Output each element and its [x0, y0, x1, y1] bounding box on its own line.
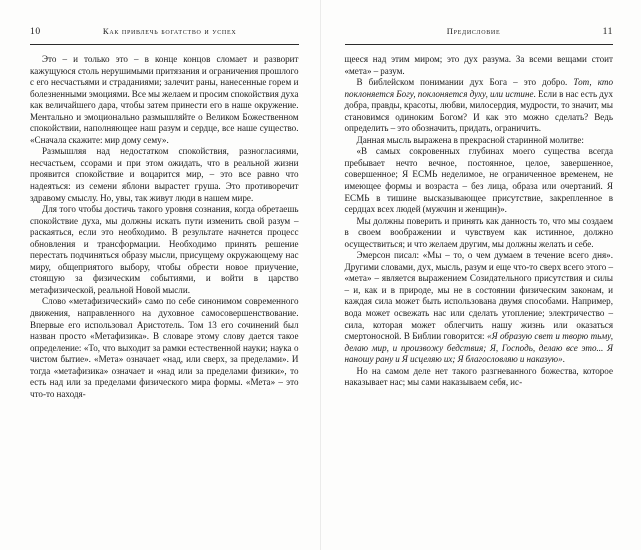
- left-folio: 10: [30, 26, 41, 37]
- left-running-title: Как привлечь богатство и успех: [102, 26, 237, 36]
- paragraph: В библейском понимании дух Бога – это добро. Тот, кто поклоняется Богу, поклоняется духу, или истине. Если в нас есть дух добра, правды, красоты, любви, милосердия, мудрости, то значит, мы становимся одиноким Богом? И как это можно сделать? Ведь определить – это обозначить, придать, ограничить.: [344, 77, 614, 134]
- paragraph: Эмерсон писал: «Мы – то, о чем думаем в течение всего дня». Другими словами, дух, мысль, разум и еще что-то сверх всего этого – «мета» – является выражением Созидательного присутствия и силы – и, как и в природе, мы не в состоянии физическим законам, и каждая сила может быть использована двумя способами. Например, вода может освежать нас или сделать утопление; электричество – сила, которая может облегчить нашу жизнь или оказаться смертоносной. В Библии говорится: «Я образую свет и творю тьму, делаю мир, и произвожу бедствия; Я, Господь, делаю все это... Я наношу рану и Я исцеляю их; Я благословляю и наказую».: [344, 250, 614, 365]
- left-body-text: [30, 54, 299, 400]
- left-running-head: [30, 26, 299, 42]
- paragraph: Мы должны поверить и принять как данность то, что мы создаем в своем воображении и чувствуем как истинное, должно осуществиться; и что желаем другим, мы должны желать и себе.: [344, 215, 613, 249]
- right-folio: 11: [602, 26, 613, 37]
- right-running-head: [345, 26, 614, 42]
- paragraph: Это – и только это – в конце концов сломает и разворит кажущуюся столь нерушимыми притязания и ограничения прошлого с его несчастьями и страданиями; залечит раны, нанесенные горем и болезненными эмоциями. Все мы желаем и просим спокойствия духа как величайшего дара, чтобы затем принести его в наше окружение. Ментально и эмоционально размышляйте о Великом Божественном спокойствии, наполняющее наш разум и сердце, все наше существо. «Сначала скажите: мир дому сему».: [30, 54, 299, 145]
- right-running-title: Предисловие: [446, 26, 501, 36]
- paragraph: Слово «метафизический» само по себе синонимом современного движения, направленного на духовное самосовершенствование. Впервые его использовал Аристотель. Том 13 его сочинений был назван просто «Метафизика». В словаре этому слову дается такое определение: «То, что выходит за рамки естественной науки; наука о чистом бытие». «Мета» означает «над, или сверх, за пределами». И тогда «метафизика» означает и «над или за пределами физики», то есть над или за пределами физического мира формы. «Мета» – это что-то находя-: [30, 296, 299, 399]
- right-body-text: [345, 54, 614, 389]
- right-page: [321, 0, 641, 550]
- paragraph: Размышляя над недостатком спокойствия, разногласиями, несчастьем, ссорами и при этом ожидать, что в реальной жизни проявится спокойствие и воцарится мир, – это все равно что надеяться: из семени яблони вырастет груша. Это противоречит здравому смыслу. Но, увы, так живут люди в нашем мире.: [30, 146, 299, 203]
- paragraph-quote: «В самых сокровенных глубинах моего существа всегда пребывает нечто вечное, постоянное, целое, завершенное, совершенное; Я ЕСМЬ неделимое, не ограниченное временем, не имеющее формы и возраста – без лица, образа или очертаний. Я ЕСМЬ в тишине высказывающее присутствие, закрепленное в сердцах всех людей (мужчин и женщин)».: [344, 146, 613, 215]
- right-head-rule: [345, 44, 614, 45]
- paragraph: Для того чтобы достичь такого уровня сознания, когда обретаешь спокойствие духа, мы должны искать пути изменить свой разум – раскаяться, если это необходимо. В результате начнется процесс обновления и трансформации. Необходимо принять решение перестать подчиняться образу мысли, присущему окружающему нас миру, общеприятого выбору, чтобы обрести новое приучение, стоящую за физическим событиями, и войти в царство метафизической, реальной Новой мысли.: [30, 204, 299, 295]
- paragraph: Данная мысль выражена в прекрасной старинной молитве:: [356, 134, 584, 145]
- paragraph: Но на самом деле нет такого разгневанного божества, которое наказывает нас; мы сами наказываем себя, ис-: [344, 365, 613, 388]
- left-head-rule: [30, 44, 299, 45]
- paragraph: щееся над этим миром; это дух разума. За всеми вещами стоит «мета» – разум.: [344, 54, 613, 76]
